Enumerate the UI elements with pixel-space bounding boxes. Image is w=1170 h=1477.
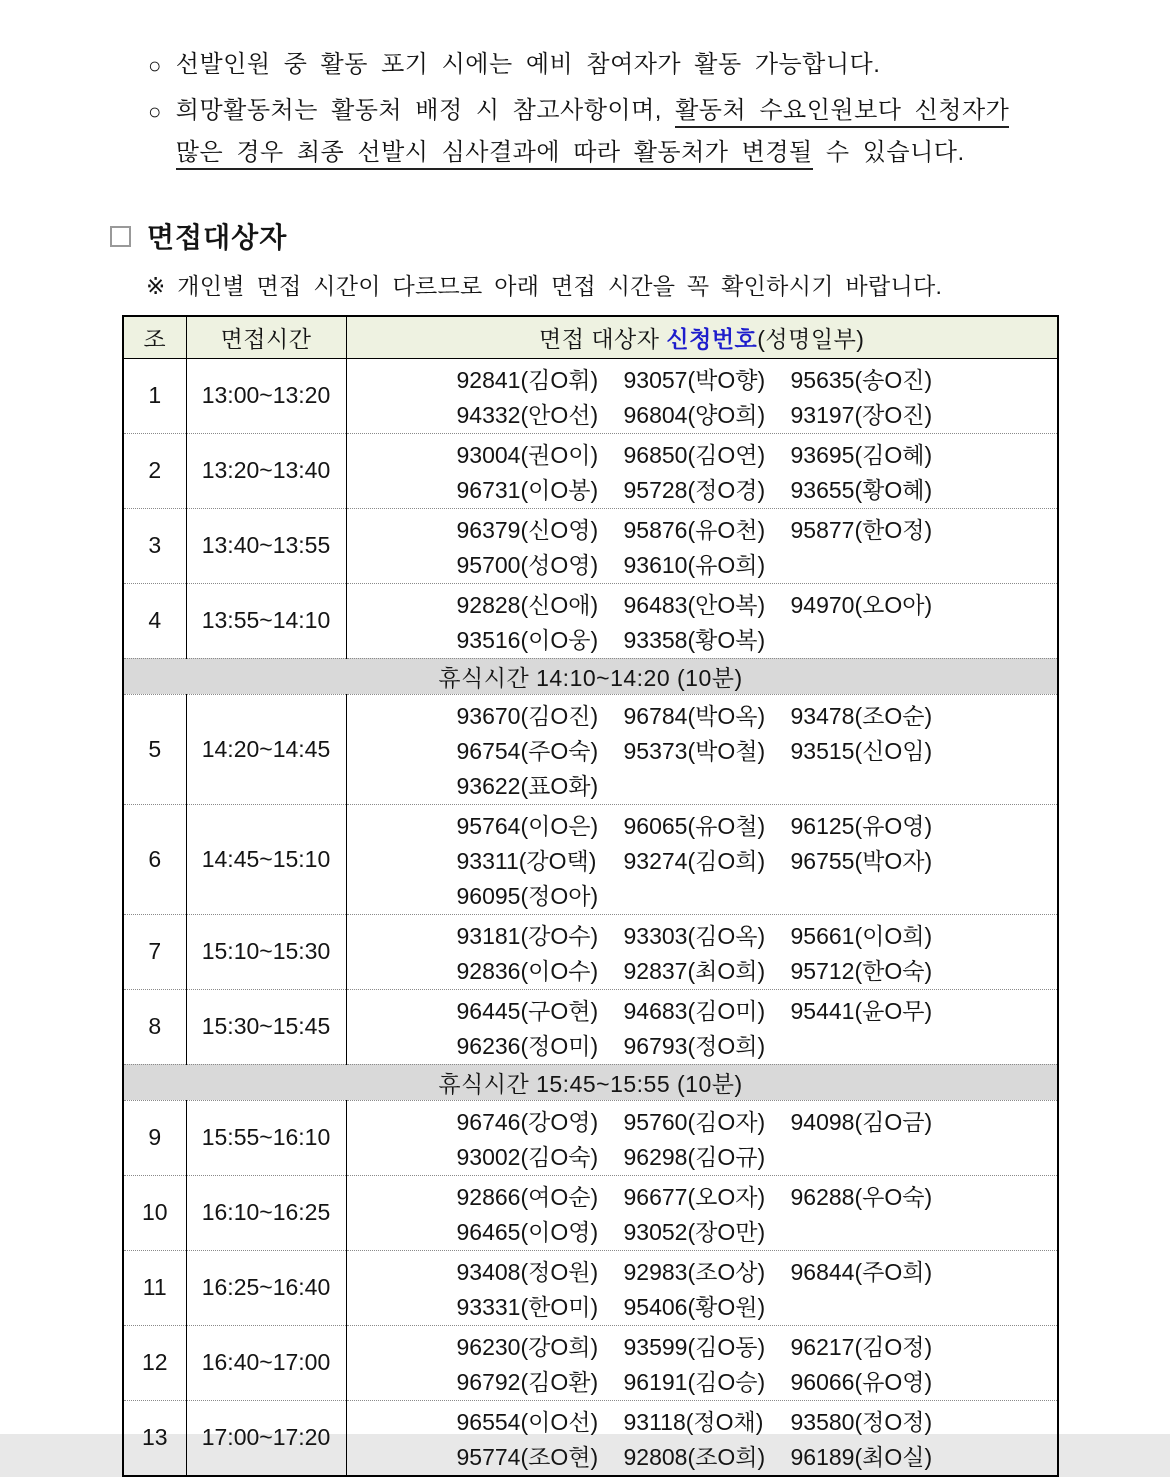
applicant-entry: 96483(안O복): [623, 591, 766, 618]
applicant-line: [347, 396, 1058, 431]
applicant-line: [347, 1438, 1058, 1473]
interview-time-cell: 16:10~16:25: [186, 1175, 346, 1250]
interview-time-cell: 13:00~13:20: [186, 358, 346, 433]
notice-item-2: [148, 90, 1114, 174]
applicant-entry: 94970(오O아): [790, 591, 933, 618]
applicant-line: [347, 436, 1058, 471]
notice-text-2: [176, 90, 1010, 174]
applicant-entry: 96746(강O영): [456, 1108, 599, 1135]
applicant-entry: 92983(조O상): [623, 1258, 766, 1285]
applicant-line: [347, 1138, 1058, 1173]
interview-time-cell: 15:30~15:45: [186, 989, 346, 1064]
interview-schedule-table: [122, 315, 1059, 1477]
schedule-row: [123, 1100, 1058, 1175]
applicant-entry: 96677(오O자): [623, 1183, 766, 1210]
applicant-line: [347, 842, 1058, 877]
applicant-entry: 93478(조O순): [790, 702, 933, 729]
applicant-entry: 93002(김O숙): [456, 1143, 599, 1170]
applicant-entry: 93057(박O향): [623, 366, 766, 393]
applicants-cell: [346, 1250, 1058, 1325]
group-number-cell: 13: [141, 1424, 168, 1450]
group-number-cell: 4: [148, 607, 162, 633]
interview-time-cell: 13:55~14:10: [186, 583, 346, 658]
applicant-entry: 95373(박O철): [623, 737, 766, 764]
applicant-line: [347, 767, 1058, 802]
applicant-line: [347, 1328, 1058, 1363]
section-note: ※ 개인별 면접 시간이 다르므로 아래 면접 시간을 꼭 확인하시기 바랍니다.: [146, 273, 943, 299]
applicant-entry: 93516(이O웅): [456, 626, 599, 653]
break-row: [123, 658, 1058, 694]
notice-item-1: [148, 44, 1114, 86]
applicant-entry: 92837(최O희): [623, 957, 766, 984]
applicant-entry: 92866(여O순): [456, 1183, 599, 1210]
schedule-row: [123, 583, 1058, 658]
applicant-entry: 96288(우O숙): [790, 1183, 933, 1210]
applicant-line: [347, 511, 1058, 546]
applicant-entry: 93052(장O만): [623, 1218, 766, 1245]
interview-time-cell: 16:40~17:00: [186, 1325, 346, 1400]
notice-text-1: 선발인원 중 활동 포기 시에는 예비 참여자가 활동 가능합니다.: [175, 51, 881, 78]
applicant-entry: 93599(김O동): [623, 1333, 766, 1360]
interview-time-cell: 13:40~13:55: [186, 508, 346, 583]
notice-text-2-normal: 희망활동처는 활동처 배정 시 참고사항이며,: [175, 97, 676, 124]
header-subject-column: [346, 316, 1058, 358]
applicant-entry: 95441(윤O무): [790, 997, 933, 1024]
applicant-entry: 96754(주O숙): [456, 737, 599, 764]
group-number-cell: 12: [141, 1349, 168, 1375]
applicant-entry: 96445(구O현): [456, 997, 599, 1024]
applicant-entry: 95406(황O원): [623, 1293, 766, 1320]
applicant-line: [347, 1103, 1058, 1138]
applicant-entry: 93181(강O수): [456, 922, 599, 949]
applicant-line: [347, 546, 1058, 581]
interview-time-cell: 14:20~14:45: [186, 694, 346, 804]
group-number-cell: 3: [148, 532, 162, 558]
applicant-entry: 96095(정O아): [456, 882, 599, 909]
notice-text-2-underlined: 활동처 수요인원보다 신청자가: [675, 97, 1009, 128]
group-number-cell: 5: [148, 735, 162, 762]
applicant-entry: 95876(유O천): [623, 516, 766, 543]
applicant-entry: 95774(조O현): [456, 1443, 599, 1470]
applicant-entry: 96125(유O영): [790, 812, 933, 839]
schedule-row: [123, 1175, 1058, 1250]
group-number-cell: 11: [142, 1274, 167, 1300]
applicants-cell: [346, 694, 1058, 804]
header-subject-prefix: 면접 대상자: [539, 325, 667, 352]
interview-time-cell: 17:00~17:20: [186, 1400, 346, 1476]
header-group-column: 조: [123, 316, 186, 358]
applicant-line: [347, 952, 1058, 987]
applicant-line: [347, 621, 1058, 656]
interview-time-cell: 14:45~15:10: [186, 804, 346, 914]
applicant-line: [347, 992, 1058, 1027]
applicant-entry: 96465(이O영): [456, 1218, 599, 1245]
applicants-cell: [346, 989, 1058, 1064]
break-label: 휴식시간 15:45~15:55 (10분): [123, 1064, 1058, 1100]
applicant-entry: 93311(강O택): [456, 847, 597, 874]
group-number-cell: 7: [148, 938, 162, 964]
header-subject-suffix: (성명일부): [757, 325, 865, 352]
applicant-entry: 96554(이O선): [456, 1408, 599, 1435]
applicant-entry: 95700(성O영): [456, 551, 599, 578]
table-header-row: [123, 316, 1058, 358]
applicant-line: [347, 361, 1058, 396]
applicant-entry: 93118(정O채): [623, 1408, 764, 1435]
applicant-entry: 93610(유O희): [623, 551, 766, 578]
applicant-entry: 93408(정O원): [456, 1258, 599, 1285]
group-number-cell: 2: [148, 457, 162, 483]
header-subject-highlight: 신청번호: [666, 325, 758, 352]
applicant-entry: 93580(정O정): [790, 1408, 933, 1435]
applicant-entry: 95760(김O자): [623, 1108, 766, 1135]
applicants-cell: [346, 1175, 1058, 1250]
applicant-line: [347, 917, 1058, 952]
applicants-cell: [346, 358, 1058, 433]
schedule-row: [123, 989, 1058, 1064]
applicant-line: [347, 1288, 1058, 1323]
schedule-row: [123, 804, 1058, 914]
applicant-entry: 94332(안O선): [456, 401, 599, 428]
interview-time-cell: 15:55~16:10: [186, 1100, 346, 1175]
applicant-entry: 96191(김O승): [623, 1368, 766, 1395]
group-number-cell: 8: [148, 1013, 162, 1039]
applicant-line: [347, 1403, 1058, 1438]
applicant-entry: 93622(표O화): [456, 772, 599, 799]
section-header: [110, 216, 1170, 256]
applicant-entry: 96793(정O희): [623, 1032, 766, 1059]
applicant-line: [347, 1213, 1058, 1248]
applicants-cell: [346, 914, 1058, 989]
applicant-line: [347, 732, 1058, 767]
applicant-entry: 96379(신O영): [456, 516, 599, 543]
square-checkbox-icon: [110, 226, 131, 247]
group-number-cell: 9: [148, 1124, 162, 1150]
applicant-entry: 95728(정O경): [623, 476, 766, 503]
interview-time-cell: 13:20~13:40: [186, 433, 346, 508]
schedule-row: [123, 914, 1058, 989]
applicant-entry: 96298(김O규): [623, 1143, 766, 1170]
header-time-column: 면접시간: [186, 316, 346, 358]
applicant-entry: 94098(김O금): [790, 1108, 933, 1135]
applicant-entry: 92828(신O애): [456, 591, 599, 618]
schedule-row: [123, 358, 1058, 433]
applicant-entry: 95661(이O희): [790, 922, 933, 949]
applicants-cell: [346, 1400, 1058, 1476]
interview-time-cell: 15:10~15:30: [186, 914, 346, 989]
applicant-entry: 96731(이O봉): [456, 476, 599, 503]
applicant-line: [347, 586, 1058, 621]
applicant-entry: 93331(한O미): [456, 1293, 599, 1320]
schedule-row: [123, 508, 1058, 583]
notice-list: [0, 0, 1170, 174]
applicant-entry: 93197(장O진): [790, 401, 933, 428]
applicant-entry: 92836(이O수): [456, 957, 599, 984]
applicant-entry: 93515(신O임): [790, 737, 933, 764]
schedule-row: [123, 694, 1058, 804]
applicant-entry: 96784(박O옥): [623, 702, 766, 729]
applicants-cell: [346, 804, 1058, 914]
applicants-cell: [346, 1325, 1058, 1400]
interview-table-body: [123, 358, 1058, 1476]
applicant-entry: 93358(황O복): [623, 626, 766, 653]
applicant-line: [347, 1363, 1058, 1398]
applicant-entry: 96755(박O자): [790, 847, 933, 874]
schedule-row: [123, 1250, 1058, 1325]
applicant-entry: 96792(김O환): [456, 1368, 599, 1395]
group-number-cell: 10: [141, 1199, 168, 1225]
schedule-row: [123, 433, 1058, 508]
applicant-line: [347, 1253, 1058, 1288]
applicant-entry: 96189(최O실): [790, 1443, 933, 1470]
applicant-entry: 95712(한O숙): [790, 957, 933, 984]
applicants-cell: [346, 508, 1058, 583]
applicant-entry: 96066(유O영): [790, 1368, 933, 1395]
applicant-entry: 95635(송O진): [790, 366, 933, 393]
applicant-entry: 93274(김O희): [623, 847, 766, 874]
applicant-entry: 94683(김O미): [623, 997, 766, 1024]
applicant-entry: 93655(황O혜): [790, 476, 933, 503]
applicant-entry: 96804(양O희): [623, 401, 766, 428]
applicant-line: [347, 1178, 1058, 1213]
break-row: [123, 1064, 1058, 1100]
applicants-cell: [346, 583, 1058, 658]
applicant-entry: 93670(김O진): [456, 702, 599, 729]
applicant-line: [347, 877, 1058, 912]
break-label: 휴식시간 14:10~14:20 (10분): [123, 658, 1058, 694]
applicant-entry: 93303(김O옥): [623, 922, 766, 949]
group-number-cell: 6: [148, 845, 162, 872]
applicant-entry: 96217(김O정): [790, 1333, 933, 1360]
applicant-entry: 96065(유O철): [623, 812, 766, 839]
applicant-entry: 95764(이O은): [456, 812, 599, 839]
applicant-entry: 96230(강O희): [456, 1333, 599, 1360]
group-number-cell: 1: [148, 382, 162, 408]
applicant-entry: 95877(한O정): [790, 516, 933, 543]
applicant-line: [347, 697, 1058, 732]
applicant-entry: 93695(김O혜): [790, 441, 933, 468]
circle-bullet-icon: ○: [148, 53, 162, 78]
circle-bullet-icon: ○: [148, 99, 162, 124]
section-title: 면접대상자: [147, 222, 288, 253]
applicant-entry: 96850(김O연): [623, 441, 766, 468]
applicant-entry: 92808(조O희): [623, 1443, 766, 1470]
applicants-cell: [346, 1100, 1058, 1175]
applicant-line: [347, 807, 1058, 842]
schedule-row: [123, 1325, 1058, 1400]
applicant-entry: 96844(주O희): [790, 1258, 933, 1285]
applicant-entry: 96236(정O미): [456, 1032, 599, 1059]
applicant-line: [347, 471, 1058, 506]
interview-time-cell: 16:25~16:40: [186, 1250, 346, 1325]
applicant-entry: 93004(권O이): [456, 441, 599, 468]
schedule-row: [123, 1400, 1058, 1476]
applicants-cell: [346, 433, 1058, 508]
applicant-line: [347, 1027, 1058, 1062]
applicant-entry: 92841(김O휘): [456, 366, 599, 393]
notice-text-2-line2-normal: 수 있습니다.: [812, 139, 965, 166]
notice-text-2-line2-underlined: 많은 경우 최종 선발시 심사결과에 따라 활동처가 변경될: [176, 139, 813, 170]
